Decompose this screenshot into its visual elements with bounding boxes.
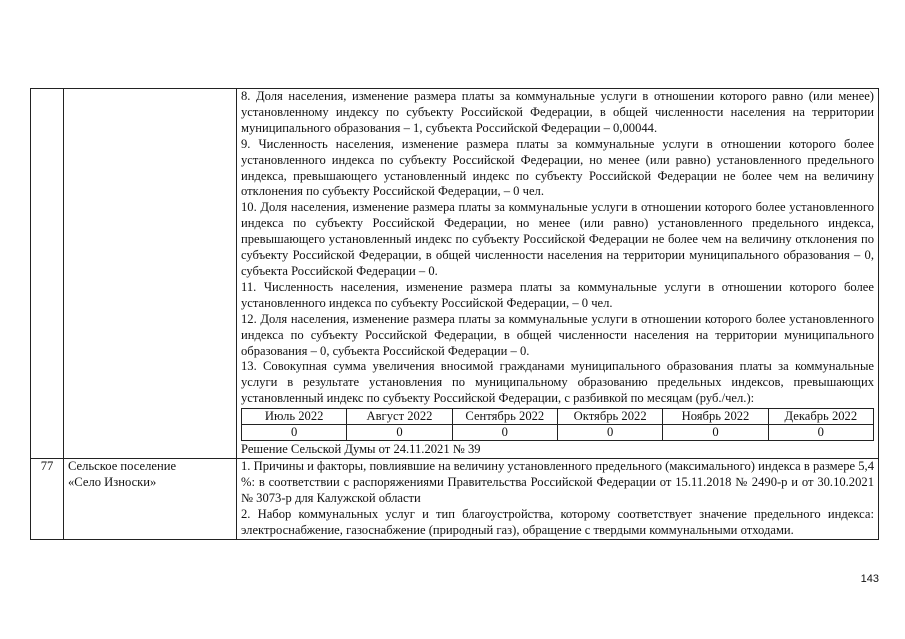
municipality-name: «Село Износки» bbox=[68, 474, 157, 489]
months-header-row bbox=[242, 409, 874, 425]
paragraph-2: 2. Набор коммунальных услуг и тип благоустройства, которому соответствует значение предельного индекса: электроснабжение, газоснабжение (природный газ), обращение с твердыми коммунальными отходами. bbox=[241, 506, 874, 537]
decision-reference: Решение Сельской Думы от 24.11.2021 № 39 bbox=[241, 442, 481, 457]
paragraph-8: 8. Доля населения, изменение размера платы за коммунальные услуги в отношении которого равно (или менее) установленному индексу по субъекту Российской Федерации, в общей численности населения на территории муниципального образования – 1, субъекта Российской Федерации – 0,00044. bbox=[241, 89, 874, 135]
municipality-type: Сельское поселение bbox=[68, 459, 177, 474]
months-value-row bbox=[242, 425, 874, 441]
table-row bbox=[31, 89, 879, 459]
index-details-cell bbox=[237, 89, 879, 459]
month-header: Август 2022 bbox=[347, 409, 452, 425]
month-value: 0 bbox=[557, 425, 662, 441]
month-value: 0 bbox=[768, 425, 873, 441]
paragraph-1: 1. Причины и факторы, повлиявшие на величину установленного предельного (максимального) индекса в размере 5,4 %: в соответствии с распоряжениями Правительства Российской Федерации от 15.11.2018 № 2490-р и от 30.10.2021 № 3073-р для Калужской области bbox=[241, 459, 874, 505]
paragraph-13: 13. Совокупная сумма увеличения вносимой гражданами муниципального образования платы за коммунальные услуги в результате установления по муниципальному образованию предельных индексов, превышающих установленный индекс по субъекту Российской Федерации, с разбивкой по месяцам (руб./чел.): bbox=[241, 359, 874, 406]
month-value: 0 bbox=[452, 425, 557, 441]
month-value: 0 bbox=[663, 425, 768, 441]
table-row bbox=[31, 459, 879, 540]
monthly-increase-table bbox=[241, 408, 874, 441]
municipal-index-table bbox=[30, 88, 879, 540]
paragraph-9: 9. Численность населения, изменение размера платы за коммунальные услуги в отношении которого более установленного индекса по субъекту Российской Федерации, но менее (или равно) установленного предельного индекса, превышающего установленный индекс по субъекту Российской Федерации не более чем на величину отклонения по субъекту Российской Федерации, – 0 чел. bbox=[241, 136, 874, 199]
row-number-cell bbox=[31, 89, 64, 459]
row-number-cell: 77 bbox=[31, 459, 64, 540]
month-header: Сентябрь 2022 bbox=[452, 409, 557, 425]
index-details-cell bbox=[237, 459, 879, 540]
month-value: 0 bbox=[347, 425, 452, 441]
paragraph-12: 12. Доля населения, изменение размера платы за коммунальные услуги в отношении которого более установленного индекса по субъекту Российской Федерации, в общей численности населения на территории муниципального образования – 0, субъекта Российской Федерации – 0. bbox=[241, 311, 874, 358]
paragraph-10: 10. Доля населения, изменение размера платы за коммунальные услуги в отношении которого более установленного индекса по субъекту Российской Федерации, но менее (или равно) установленного предельного индекса, превышающего установленный индекс по субъекту Российской Федерации не более чем на величину отклонения по субъекту Российской Федерации, в общей численности населения на территории муниципального образования – 0, субъекта Российской Федерации – 0. bbox=[241, 200, 874, 278]
month-header: Ноябрь 2022 bbox=[663, 409, 768, 425]
month-header: Июль 2022 bbox=[242, 409, 347, 425]
month-header: Декабрь 2022 bbox=[768, 409, 873, 425]
month-value: 0 bbox=[242, 425, 347, 441]
municipality-name-cell bbox=[64, 89, 237, 459]
municipality-name-cell bbox=[64, 459, 237, 540]
month-header: Октябрь 2022 bbox=[557, 409, 662, 425]
page-number: 143 bbox=[860, 573, 879, 585]
paragraph-11: 11. Численность населения, изменение размера платы за коммунальные услуги в отношении которого более установленного индекса по субъекту Российской Федерации, – 0 чел. bbox=[241, 279, 874, 310]
